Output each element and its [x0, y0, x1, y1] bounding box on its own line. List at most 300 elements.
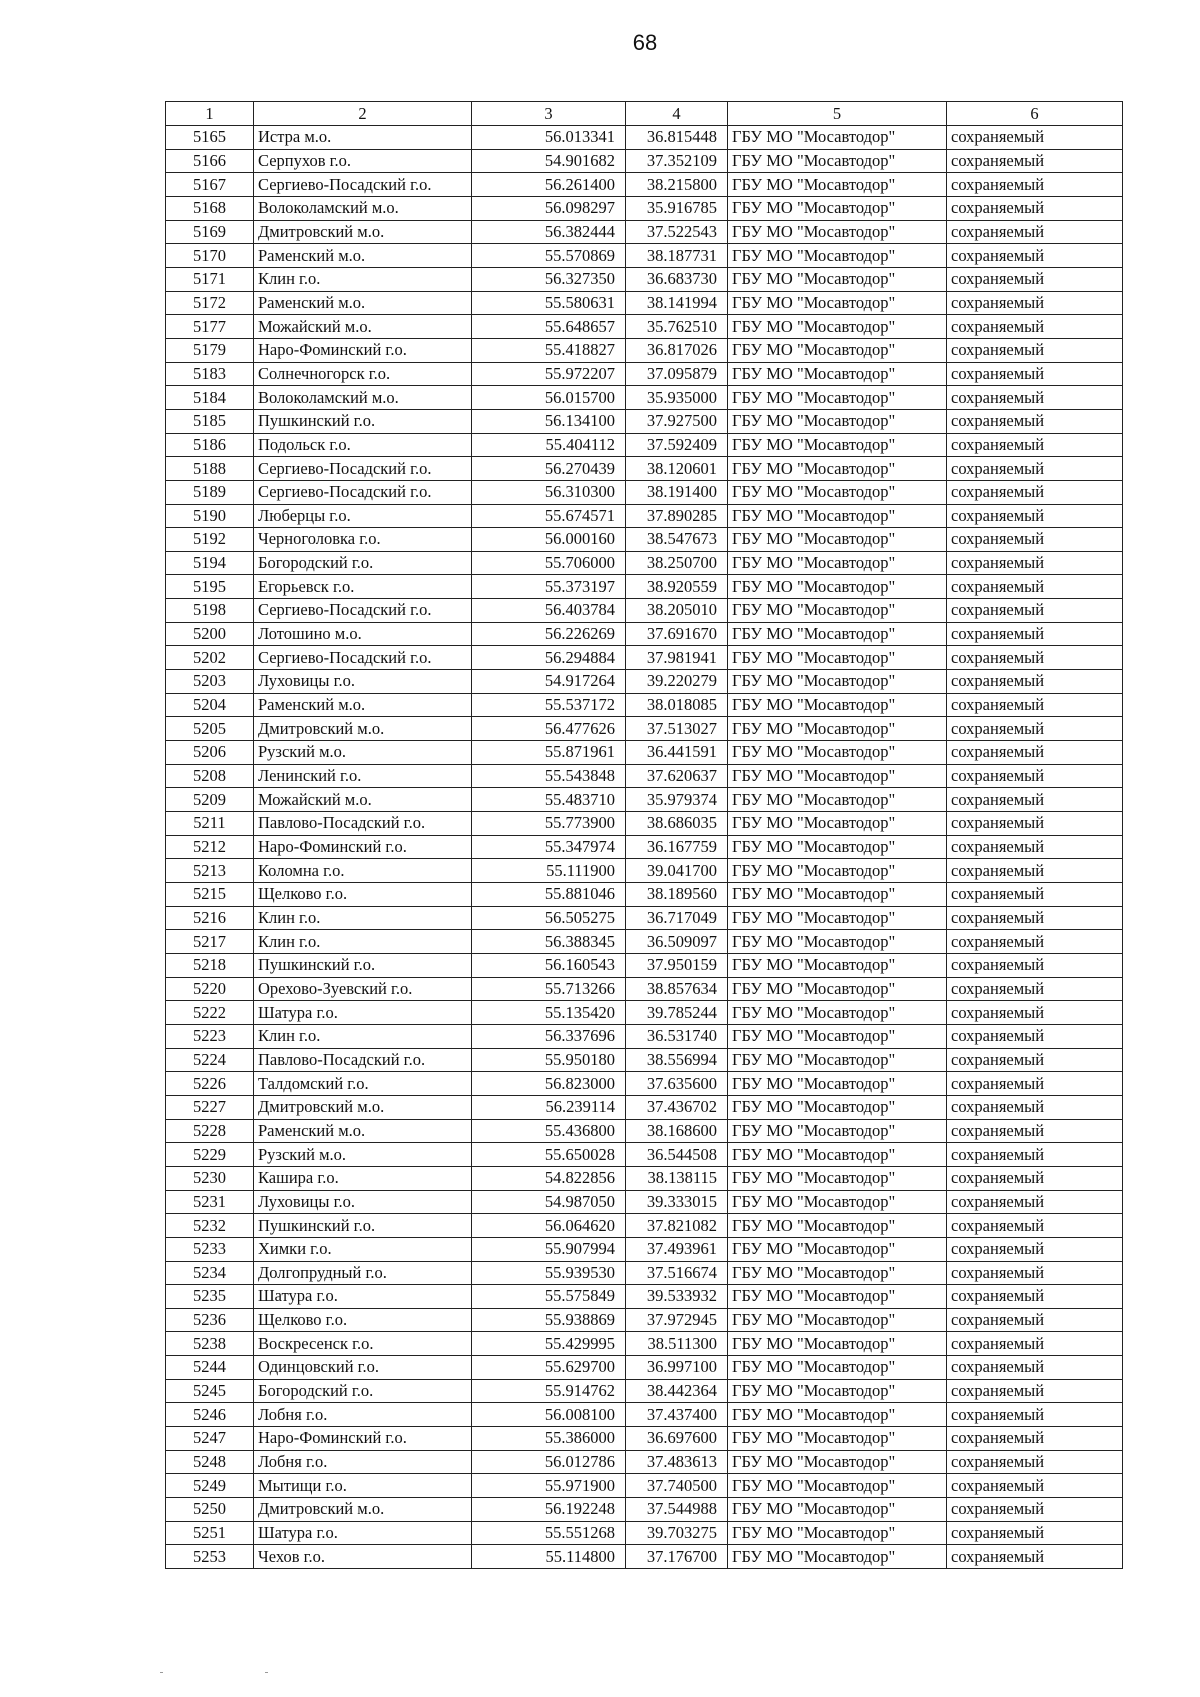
row-number-cell: 5244	[166, 1356, 254, 1380]
table-row	[166, 338, 1123, 362]
district-name-cell: Наро-Фоминский г.о.	[254, 338, 472, 362]
district-name-cell: Клин г.о.	[254, 930, 472, 954]
status-cell: сохраняемый	[947, 1119, 1123, 1143]
table-row	[166, 315, 1123, 339]
district-name-cell: Сергиево-Посадский г.о.	[254, 173, 472, 197]
longitude-cell: 38.189560	[626, 883, 728, 907]
column-header: 2	[254, 102, 472, 126]
status-cell: сохраняемый	[947, 1332, 1123, 1356]
table-row	[166, 1048, 1123, 1072]
district-name-cell: Подольск г.о.	[254, 433, 472, 457]
district-name-cell: Дмитровский м.о.	[254, 717, 472, 741]
organization-cell: ГБУ МО "Мосавтодор"	[728, 338, 947, 362]
status-cell: сохраняемый	[947, 1190, 1123, 1214]
row-number-cell: 5204	[166, 693, 254, 717]
table-row	[166, 409, 1123, 433]
organization-cell: ГБУ МО "Мосавтодор"	[728, 1214, 947, 1238]
organization-cell: ГБУ МО "Мосавтодор"	[728, 883, 947, 907]
status-cell: сохраняемый	[947, 173, 1123, 197]
district-name-cell: Воскресенск г.о.	[254, 1332, 472, 1356]
latitude-cell: 55.907994	[472, 1237, 626, 1261]
row-number-cell: 5236	[166, 1308, 254, 1332]
latitude-cell: 55.871961	[472, 741, 626, 765]
row-number-cell: 5248	[166, 1450, 254, 1474]
latitude-cell: 56.327350	[472, 267, 626, 291]
organization-cell: ГБУ МО "Мосавтодор"	[728, 480, 947, 504]
organization-cell: ГБУ МО "Мосавтодор"	[728, 1048, 947, 1072]
organization-cell: ГБУ МО "Мосавтодор"	[728, 1332, 947, 1356]
district-name-cell: Павлово-Посадский г.о.	[254, 812, 472, 836]
table-row	[166, 670, 1123, 694]
row-number-cell: 5233	[166, 1237, 254, 1261]
table-row	[166, 1214, 1123, 1238]
district-name-cell: Пушкинский г.о.	[254, 953, 472, 977]
column-header: 3	[472, 102, 626, 126]
organization-cell: ГБУ МО "Мосавтодор"	[728, 1190, 947, 1214]
row-number-cell: 5208	[166, 764, 254, 788]
status-cell: сохраняемый	[947, 457, 1123, 481]
longitude-cell: 38.547673	[626, 528, 728, 552]
latitude-cell: 56.337696	[472, 1024, 626, 1048]
latitude-cell: 55.650028	[472, 1143, 626, 1167]
district-name-cell: Дмитровский м.о.	[254, 220, 472, 244]
row-number-cell: 5229	[166, 1143, 254, 1167]
longitude-cell: 37.493961	[626, 1237, 728, 1261]
status-cell: сохраняемый	[947, 1498, 1123, 1522]
district-name-cell: Егорьевск г.о.	[254, 575, 472, 599]
status-cell: сохраняемый	[947, 1143, 1123, 1167]
status-cell: сохраняемый	[947, 362, 1123, 386]
longitude-cell: 36.167759	[626, 835, 728, 859]
longitude-cell: 36.997100	[626, 1356, 728, 1380]
district-name-cell: Волоколамский м.о.	[254, 196, 472, 220]
longitude-cell: 39.041700	[626, 859, 728, 883]
latitude-cell: 55.551268	[472, 1521, 626, 1545]
row-number-cell: 5171	[166, 267, 254, 291]
organization-cell: ГБУ МО "Мосавтодор"	[728, 551, 947, 575]
latitude-cell: 56.388345	[472, 930, 626, 954]
table-row	[166, 1427, 1123, 1451]
latitude-cell: 56.270439	[472, 457, 626, 481]
district-name-cell: Чехов г.о.	[254, 1545, 472, 1569]
district-name-cell: Богородский г.о.	[254, 551, 472, 575]
longitude-cell: 37.635600	[626, 1072, 728, 1096]
longitude-cell: 39.220279	[626, 670, 728, 694]
latitude-cell: 56.310300	[472, 480, 626, 504]
organization-cell: ГБУ МО "Мосавтодор"	[728, 1379, 947, 1403]
organization-cell: ГБУ МО "Мосавтодор"	[728, 1308, 947, 1332]
row-number-cell: 5211	[166, 812, 254, 836]
longitude-cell: 38.141994	[626, 291, 728, 315]
latitude-cell: 55.111900	[472, 859, 626, 883]
organization-cell: ГБУ МО "Мосавтодор"	[728, 409, 947, 433]
district-name-cell: Раменский м.о.	[254, 291, 472, 315]
row-number-cell: 5166	[166, 149, 254, 173]
organization-cell: ГБУ МО "Мосавтодор"	[728, 386, 947, 410]
district-name-cell: Павлово-Посадский г.о.	[254, 1048, 472, 1072]
status-cell: сохраняемый	[947, 741, 1123, 765]
table-row	[166, 1119, 1123, 1143]
district-name-cell: Можайский м.о.	[254, 788, 472, 812]
organization-cell: ГБУ МО "Мосавтодор"	[728, 196, 947, 220]
row-number-cell: 5217	[166, 930, 254, 954]
status-cell: сохраняемый	[947, 1356, 1123, 1380]
table-row	[166, 480, 1123, 504]
longitude-cell: 38.215800	[626, 173, 728, 197]
status-cell: сохраняемый	[947, 788, 1123, 812]
table-row	[166, 1285, 1123, 1309]
table-row	[166, 528, 1123, 552]
latitude-cell: 55.674571	[472, 504, 626, 528]
organization-cell: ГБУ МО "Мосавтодор"	[728, 622, 947, 646]
row-number-cell: 5179	[166, 338, 254, 362]
longitude-cell: 38.857634	[626, 977, 728, 1001]
district-name-cell: Лобня г.о.	[254, 1450, 472, 1474]
row-number-cell: 5168	[166, 196, 254, 220]
table-row	[166, 551, 1123, 575]
table-row	[166, 693, 1123, 717]
longitude-cell: 35.762510	[626, 315, 728, 339]
table-row	[166, 1545, 1123, 1569]
organization-cell: ГБУ МО "Мосавтодор"	[728, 244, 947, 268]
table-row	[166, 457, 1123, 481]
status-cell: сохраняемый	[947, 670, 1123, 694]
status-cell: сохраняемый	[947, 764, 1123, 788]
longitude-cell: 38.686035	[626, 812, 728, 836]
status-cell: сохраняемый	[947, 1403, 1123, 1427]
latitude-cell: 55.950180	[472, 1048, 626, 1072]
latitude-cell: 56.098297	[472, 196, 626, 220]
district-name-cell: Долгопрудный г.о.	[254, 1261, 472, 1285]
organization-cell: ГБУ МО "Мосавтодор"	[728, 693, 947, 717]
status-cell: сохраняемый	[947, 1072, 1123, 1096]
row-number-cell: 5183	[166, 362, 254, 386]
latitude-cell: 56.505275	[472, 906, 626, 930]
longitude-cell: 38.191400	[626, 480, 728, 504]
table-row	[166, 1474, 1123, 1498]
table-row	[166, 126, 1123, 150]
row-number-cell: 5247	[166, 1427, 254, 1451]
row-number-cell: 5251	[166, 1521, 254, 1545]
table-row	[166, 741, 1123, 765]
data-table	[165, 101, 1123, 1569]
table-row	[166, 859, 1123, 883]
table-row	[166, 1024, 1123, 1048]
organization-cell: ГБУ МО "Мосавтодор"	[728, 1356, 947, 1380]
status-cell: сохраняемый	[947, 1166, 1123, 1190]
row-number-cell: 5192	[166, 528, 254, 552]
latitude-cell: 56.008100	[472, 1403, 626, 1427]
row-number-cell: 5224	[166, 1048, 254, 1072]
district-name-cell: Орехово-Зуевский г.о.	[254, 977, 472, 1001]
organization-cell: ГБУ МО "Мосавтодор"	[728, 362, 947, 386]
longitude-cell: 36.815448	[626, 126, 728, 150]
row-number-cell: 5227	[166, 1095, 254, 1119]
longitude-cell: 37.691670	[626, 622, 728, 646]
row-number-cell: 5228	[166, 1119, 254, 1143]
longitude-cell: 38.168600	[626, 1119, 728, 1143]
status-cell: сохраняемый	[947, 528, 1123, 552]
organization-cell: ГБУ МО "Мосавтодор"	[728, 859, 947, 883]
row-number-cell: 5246	[166, 1403, 254, 1427]
table-row	[166, 953, 1123, 977]
table-row	[166, 386, 1123, 410]
status-cell: сохраняемый	[947, 930, 1123, 954]
organization-cell: ГБУ МО "Мосавтодор"	[728, 575, 947, 599]
table-row	[166, 835, 1123, 859]
longitude-cell: 36.441591	[626, 741, 728, 765]
status-cell: сохраняемый	[947, 433, 1123, 457]
longitude-cell: 36.697600	[626, 1427, 728, 1451]
organization-cell: ГБУ МО "Мосавтодор"	[728, 1024, 947, 1048]
table-row	[166, 1261, 1123, 1285]
status-cell: сохраняемый	[947, 1545, 1123, 1569]
longitude-cell: 36.717049	[626, 906, 728, 930]
latitude-cell: 55.543848	[472, 764, 626, 788]
latitude-cell: 55.570869	[472, 244, 626, 268]
status-cell: сохраняемый	[947, 717, 1123, 741]
longitude-cell: 39.333015	[626, 1190, 728, 1214]
row-number-cell: 5169	[166, 220, 254, 244]
organization-cell: ГБУ МО "Мосавтодор"	[728, 433, 947, 457]
district-name-cell: Дмитровский м.о.	[254, 1095, 472, 1119]
district-name-cell: Сергиево-Посадский г.о.	[254, 457, 472, 481]
latitude-cell: 55.418827	[472, 338, 626, 362]
latitude-cell: 55.881046	[472, 883, 626, 907]
longitude-cell: 38.442364	[626, 1379, 728, 1403]
table-row	[166, 1332, 1123, 1356]
longitude-cell: 37.927500	[626, 409, 728, 433]
latitude-cell: 56.403784	[472, 599, 626, 623]
longitude-cell: 36.531740	[626, 1024, 728, 1048]
status-cell: сохраняемый	[947, 291, 1123, 315]
latitude-cell: 56.160543	[472, 953, 626, 977]
row-number-cell: 5177	[166, 315, 254, 339]
district-name-cell: Клин г.о.	[254, 267, 472, 291]
longitude-cell: 39.703275	[626, 1521, 728, 1545]
longitude-cell: 38.250700	[626, 551, 728, 575]
status-cell: сохраняемый	[947, 812, 1123, 836]
column-header: 1	[166, 102, 254, 126]
latitude-cell: 55.713266	[472, 977, 626, 1001]
latitude-cell: 55.939530	[472, 1261, 626, 1285]
row-number-cell: 5234	[166, 1261, 254, 1285]
longitude-cell: 39.785244	[626, 1001, 728, 1025]
district-name-cell: Коломна г.о.	[254, 859, 472, 883]
district-name-cell: Шатура г.о.	[254, 1521, 472, 1545]
latitude-cell: 56.015700	[472, 386, 626, 410]
district-name-cell: Черноголовка г.о.	[254, 528, 472, 552]
status-cell: сохраняемый	[947, 1450, 1123, 1474]
latitude-cell: 55.938869	[472, 1308, 626, 1332]
table-row	[166, 764, 1123, 788]
table-row	[166, 1143, 1123, 1167]
district-name-cell: Сергиево-Посадский г.о.	[254, 480, 472, 504]
table-row	[166, 575, 1123, 599]
longitude-cell: 37.436702	[626, 1095, 728, 1119]
row-number-cell: 5215	[166, 883, 254, 907]
table-row	[166, 1498, 1123, 1522]
latitude-cell: 56.477626	[472, 717, 626, 741]
organization-cell: ГБУ МО "Мосавтодор"	[728, 906, 947, 930]
latitude-cell: 56.013341	[472, 126, 626, 150]
district-name-cell: Луховицы г.о.	[254, 1190, 472, 1214]
organization-cell: ГБУ МО "Мосавтодор"	[728, 812, 947, 836]
table-row	[166, 220, 1123, 244]
district-name-cell: Рузский м.о.	[254, 741, 472, 765]
row-number-cell: 5165	[166, 126, 254, 150]
row-number-cell: 5249	[166, 1474, 254, 1498]
district-name-cell: Клин г.о.	[254, 906, 472, 930]
latitude-cell: 56.239114	[472, 1095, 626, 1119]
organization-cell: ГБУ МО "Мосавтодор"	[728, 717, 947, 741]
status-cell: сохраняемый	[947, 315, 1123, 339]
table-row	[166, 433, 1123, 457]
organization-cell: ГБУ МО "Мосавтодор"	[728, 930, 947, 954]
table-row	[166, 906, 1123, 930]
district-name-cell: Лобня г.о.	[254, 1403, 472, 1427]
latitude-cell: 55.580631	[472, 291, 626, 315]
row-number-cell: 5189	[166, 480, 254, 504]
district-name-cell: Шатура г.о.	[254, 1001, 472, 1025]
page-number: 68	[632, 30, 658, 55]
district-name-cell: Кашира г.о.	[254, 1166, 472, 1190]
longitude-cell: 38.018085	[626, 693, 728, 717]
organization-cell: ГБУ МО "Мосавтодор"	[728, 953, 947, 977]
longitude-cell: 37.740500	[626, 1474, 728, 1498]
status-cell: сохраняемый	[947, 409, 1123, 433]
latitude-cell: 56.192248	[472, 1498, 626, 1522]
status-cell: сохраняемый	[947, 1308, 1123, 1332]
status-cell: сохраняемый	[947, 693, 1123, 717]
district-name-cell: Люберцы г.о.	[254, 504, 472, 528]
longitude-cell: 38.120601	[626, 457, 728, 481]
row-number-cell: 5213	[166, 859, 254, 883]
organization-cell: ГБУ МО "Мосавтодор"	[728, 599, 947, 623]
organization-cell: ГБУ МО "Мосавтодор"	[728, 1095, 947, 1119]
longitude-cell: 38.556994	[626, 1048, 728, 1072]
district-name-cell: Одинцовский г.о.	[254, 1356, 472, 1380]
latitude-cell: 56.226269	[472, 622, 626, 646]
district-name-cell: Можайский м.о.	[254, 315, 472, 339]
table-row	[166, 362, 1123, 386]
latitude-cell: 55.971900	[472, 1474, 626, 1498]
organization-cell: ГБУ МО "Мосавтодор"	[728, 788, 947, 812]
longitude-cell: 36.683730	[626, 267, 728, 291]
longitude-cell: 38.187731	[626, 244, 728, 268]
organization-cell: ГБУ МО "Мосавтодор"	[728, 291, 947, 315]
organization-cell: ГБУ МО "Мосавтодор"	[728, 220, 947, 244]
organization-cell: ГБУ МО "Мосавтодор"	[728, 149, 947, 173]
table-row	[166, 1095, 1123, 1119]
table-body	[166, 126, 1123, 1569]
latitude-cell: 54.917264	[472, 670, 626, 694]
district-name-cell: Пушкинский г.о.	[254, 409, 472, 433]
longitude-cell: 37.620637	[626, 764, 728, 788]
latitude-cell: 55.972207	[472, 362, 626, 386]
status-cell: сохраняемый	[947, 1237, 1123, 1261]
district-name-cell: Ленинский г.о.	[254, 764, 472, 788]
district-name-cell: Наро-Фоминский г.о.	[254, 1427, 472, 1451]
latitude-cell: 55.135420	[472, 1001, 626, 1025]
status-cell: сохраняемый	[947, 1474, 1123, 1498]
status-cell: сохраняемый	[947, 551, 1123, 575]
district-name-cell: Щелково г.о.	[254, 883, 472, 907]
organization-cell: ГБУ МО "Мосавтодор"	[728, 126, 947, 150]
status-cell: сохраняемый	[947, 244, 1123, 268]
organization-cell: ГБУ МО "Мосавтодор"	[728, 741, 947, 765]
table-row	[166, 1166, 1123, 1190]
table-row	[166, 267, 1123, 291]
status-cell: сохраняемый	[947, 504, 1123, 528]
district-name-cell: Сергиево-Посадский г.о.	[254, 646, 472, 670]
district-name-cell: Дмитровский м.о.	[254, 1498, 472, 1522]
row-number-cell: 5232	[166, 1214, 254, 1238]
district-name-cell: Мытищи г.о.	[254, 1474, 472, 1498]
longitude-cell: 38.138115	[626, 1166, 728, 1190]
organization-cell: ГБУ МО "Мосавтодор"	[728, 267, 947, 291]
status-cell: сохраняемый	[947, 646, 1123, 670]
longitude-cell: 37.821082	[626, 1214, 728, 1238]
longitude-cell: 35.916785	[626, 196, 728, 220]
district-name-cell: Раменский м.о.	[254, 244, 472, 268]
row-number-cell: 5190	[166, 504, 254, 528]
longitude-cell: 37.176700	[626, 1545, 728, 1569]
latitude-cell: 56.064620	[472, 1214, 626, 1238]
status-cell: сохраняемый	[947, 1001, 1123, 1025]
organization-cell: ГБУ МО "Мосавтодор"	[728, 1427, 947, 1451]
longitude-cell: 37.522543	[626, 220, 728, 244]
latitude-cell: 55.773900	[472, 812, 626, 836]
organization-cell: ГБУ МО "Мосавтодор"	[728, 173, 947, 197]
table-row	[166, 788, 1123, 812]
row-number-cell: 5186	[166, 433, 254, 457]
status-cell: сохраняемый	[947, 1379, 1123, 1403]
organization-cell: ГБУ МО "Мосавтодор"	[728, 1237, 947, 1261]
organization-cell: ГБУ МО "Мосавтодор"	[728, 1001, 947, 1025]
district-name-cell: Шатура г.о.	[254, 1285, 472, 1309]
organization-cell: ГБУ МО "Мосавтодор"	[728, 764, 947, 788]
status-cell: сохраняемый	[947, 338, 1123, 362]
latitude-cell: 56.012786	[472, 1450, 626, 1474]
latitude-cell: 55.629700	[472, 1356, 626, 1380]
latitude-cell: 55.914762	[472, 1379, 626, 1403]
longitude-cell: 36.509097	[626, 930, 728, 954]
row-number-cell: 5167	[166, 173, 254, 197]
row-number-cell: 5253	[166, 1545, 254, 1569]
organization-cell: ГБУ МО "Мосавтодор"	[728, 1521, 947, 1545]
column-header: 6	[947, 102, 1123, 126]
district-name-cell: Наро-Фоминский г.о.	[254, 835, 472, 859]
table-row	[166, 812, 1123, 836]
longitude-cell: 35.935000	[626, 386, 728, 410]
table-row	[166, 1237, 1123, 1261]
status-cell: сохраняемый	[947, 883, 1123, 907]
table-row	[166, 244, 1123, 268]
status-cell: сохраняемый	[947, 267, 1123, 291]
longitude-cell: 37.890285	[626, 504, 728, 528]
row-number-cell: 5206	[166, 741, 254, 765]
organization-cell: ГБУ МО "Мосавтодор"	[728, 1474, 947, 1498]
organization-cell: ГБУ МО "Мосавтодор"	[728, 1143, 947, 1167]
row-number-cell: 5200	[166, 622, 254, 646]
organization-cell: ГБУ МО "Мосавтодор"	[728, 835, 947, 859]
status-cell: сохраняемый	[947, 480, 1123, 504]
status-cell: сохраняемый	[947, 622, 1123, 646]
longitude-cell: 37.516674	[626, 1261, 728, 1285]
district-name-cell: Волоколамский м.о.	[254, 386, 472, 410]
status-cell: сохраняемый	[947, 1048, 1123, 1072]
